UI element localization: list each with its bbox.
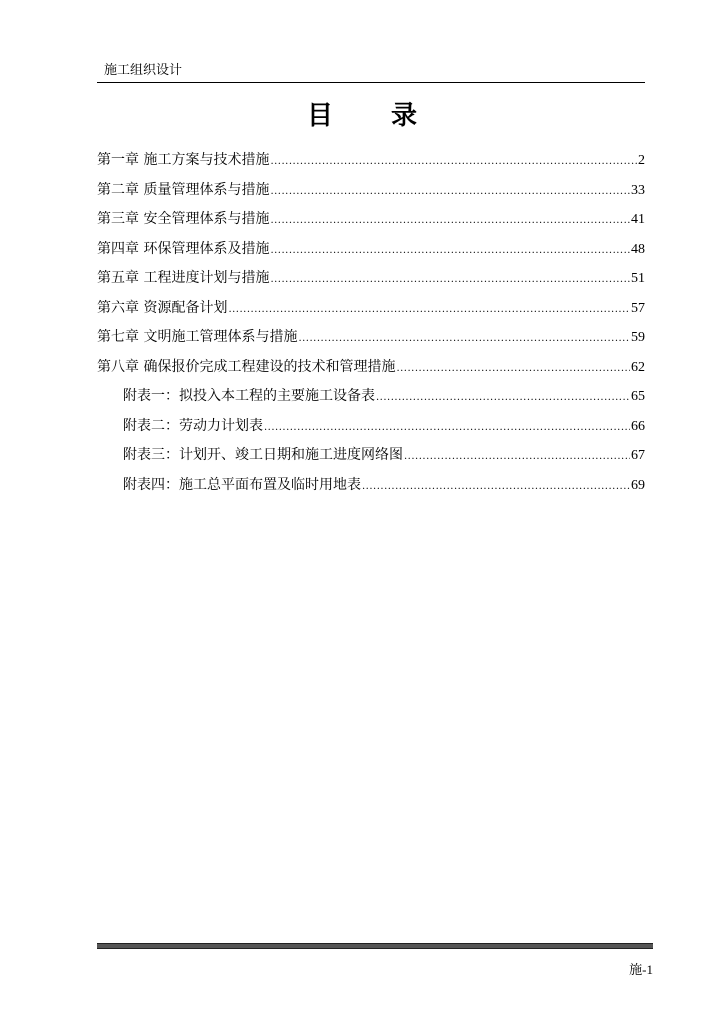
toc-entry-label: 第一章 施工方案与技术措施: [97, 152, 270, 168]
toc-entry[interactable]: [97, 235, 645, 265]
footer-page-number: 施-1: [629, 962, 653, 977]
toc-entry-page: 69: [631, 477, 645, 493]
toc-entry-label: 附表三：计划开、竣工日期和施工进度网络图: [123, 447, 403, 463]
toc-entry-label: 第五章 工程进度计划与措施: [97, 270, 270, 286]
toc-entry-page: 33: [631, 182, 645, 198]
toc-entry-label: 附表一：拟投入本工程的主要施工设备表: [123, 388, 375, 404]
toc-list: [97, 146, 645, 500]
toc-title: 目录: [306, 101, 475, 131]
toc-dot-leader: [362, 472, 630, 502]
toc-dot-leader: [270, 177, 630, 207]
toc-dot-leader: [264, 413, 630, 443]
toc-dot-leader: [270, 236, 630, 266]
toc-entry[interactable]: [97, 294, 645, 324]
toc-entry[interactable]: [97, 323, 645, 353]
toc-appendix-entry[interactable]: [97, 441, 645, 471]
toc-entry-label: 第六章 资源配备计划: [97, 299, 228, 316]
toc-entry-label: 第四章 环保管理体系及措施: [97, 240, 270, 257]
toc-dot-leader: [270, 265, 630, 295]
toc-entry-page: 51: [631, 271, 645, 286]
toc-dot-leader: [270, 206, 630, 236]
toc-entry-label: 附表四：施工总平面布置及临时用地表: [123, 476, 361, 493]
toc-entry-label: 第二章 质量管理体系与措施: [97, 181, 270, 198]
toc-entry-page: 2: [638, 153, 645, 168]
toc-entry-label: 附表二：劳动力计划表: [123, 417, 263, 434]
toc-entry-page: 48: [631, 241, 645, 257]
toc-dot-leader: [376, 383, 630, 413]
toc-entry-label: 第八章 确保报价完成工程建设的技术和管理措施: [97, 358, 396, 375]
toc-entry[interactable]: [97, 264, 645, 294]
toc-entry-label: 第七章 文明施工管理体系与措施: [97, 329, 298, 345]
toc-entry-page: 67: [631, 448, 645, 463]
footer-divider: [97, 943, 653, 949]
toc-dot-leader: [270, 147, 637, 177]
toc-entry[interactable]: [97, 176, 645, 206]
toc-entry-page: 59: [631, 330, 645, 345]
toc-appendix-entry[interactable]: [97, 412, 645, 442]
toc-entry-page: 65: [631, 389, 645, 404]
toc-entry-page: 66: [631, 418, 645, 434]
toc-appendix-entry[interactable]: [97, 382, 645, 412]
toc-entry-label: 第三章 安全管理体系与措施: [97, 211, 270, 227]
header-title: 施工组织设计: [104, 63, 183, 78]
toc-dot-leader: [298, 324, 630, 354]
toc-entry[interactable]: [97, 205, 645, 235]
header-divider: [97, 82, 645, 83]
toc-entry[interactable]: [97, 146, 645, 176]
toc-dot-leader: [396, 354, 630, 384]
toc-entry[interactable]: [97, 353, 645, 383]
toc-entry-page: 62: [631, 359, 645, 375]
toc-entry-page: 41: [631, 212, 645, 227]
toc-dot-leader: [404, 442, 630, 472]
toc-entry-page: 57: [631, 300, 645, 316]
toc-dot-leader: [228, 295, 630, 325]
toc-appendix-entry[interactable]: [97, 471, 645, 501]
